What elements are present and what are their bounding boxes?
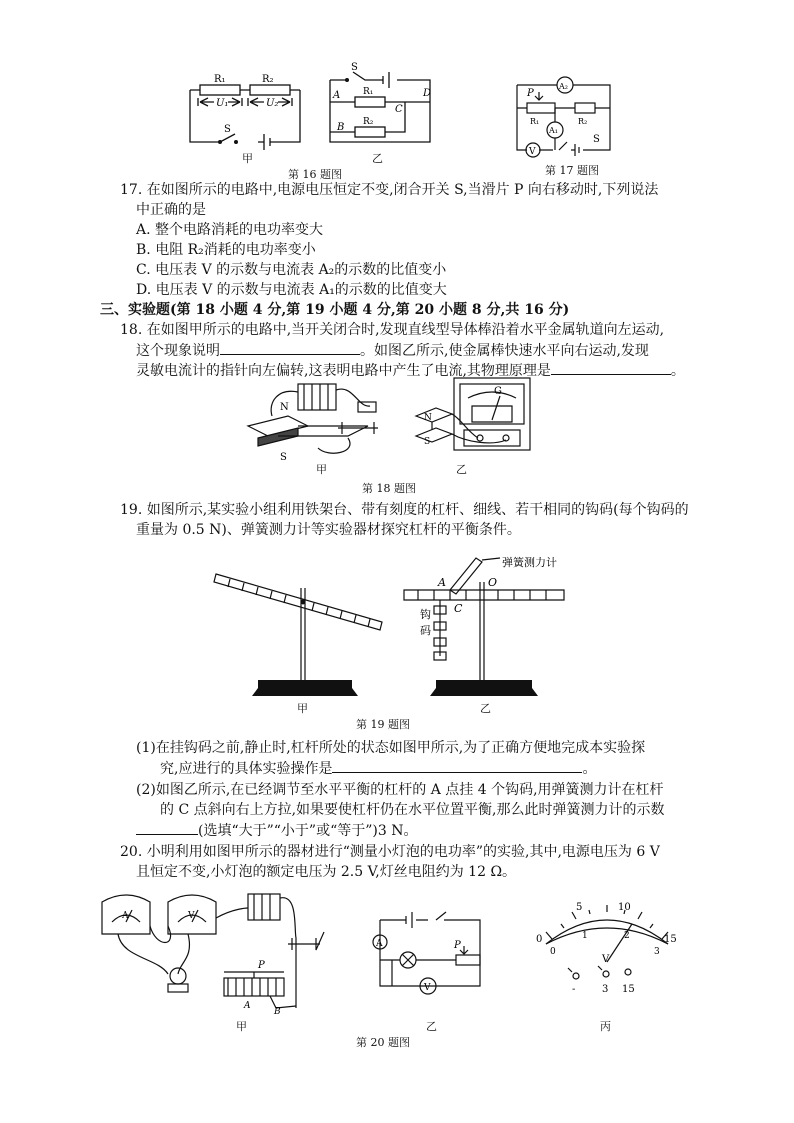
fig20-c-label-top-10: 10 — [618, 902, 631, 913]
q17-option-c: C. 电压表 V 的示数与电流表 A₂的示数的比值变小 — [136, 262, 447, 278]
fig19-b-label-weight-2: 码 — [420, 624, 431, 637]
fig20-a-label-p: P — [258, 960, 265, 971]
fig20-b-label-v: V — [424, 983, 431, 993]
fig20-sub-c: 丙 — [600, 1020, 611, 1033]
q18-line2-end: 。如图乙所示,使金属棒快速水平向右运动,发现 — [360, 343, 649, 359]
q19-p1-line2-start: 究,应进行的具体实验操作是 — [160, 761, 333, 777]
q18-answer-blank-1[interactable] — [220, 340, 360, 355]
fig18-caption: 第 18 题图 — [362, 482, 416, 495]
fig16-b-label-b: B — [337, 122, 345, 133]
q18-answer-blank-2[interactable] — [551, 360, 671, 375]
fig16-b-label-r2: R₂ — [363, 117, 374, 127]
q19-p2-line3-text: (选填“大于”“小于”或“等于”)3 N。 — [198, 823, 418, 839]
q17-stem-line1: 17. 在如图所示的电路中,电源电压恒定不变,闭合开关 S,当滑片 P 向右移动时,下列说法 — [120, 182, 659, 198]
q19-p1-line2-end: 。 — [582, 761, 597, 777]
fig20-b-label-p: P — [454, 940, 461, 951]
fig20-a-label-b: B — [274, 1007, 281, 1017]
fig18-b-label-n: N — [424, 413, 432, 423]
fig16-sub-a: 甲 — [242, 152, 253, 165]
fig17-label-p: P — [527, 88, 534, 99]
fig20-a-label-a: A — [244, 1001, 251, 1011]
fig20-c-label-top-5: 5 — [576, 902, 583, 913]
fig17-label-a1: A₁ — [549, 126, 558, 135]
fig19-lever-a — [210, 562, 390, 702]
section3-heading: 三、实验题(第 18 小题 4 分,第 19 小题 4 分,第 20 小题 8 分,共 16 分) — [100, 302, 570, 318]
fig16-b-label-d: D — [423, 88, 432, 99]
fig20-c-label-top-15: 15 — [664, 934, 677, 945]
fig17-label-r2: R₂ — [578, 117, 588, 126]
fig19-lever-b — [400, 552, 570, 702]
q17-option-d: D. 电压表 V 的示数与电流表 A₁的示数的比值变大 — [136, 282, 447, 298]
fig16-a-label-r1: R₁ — [214, 74, 226, 85]
fig19-sub-a: 甲 — [297, 702, 308, 715]
q20-line1: 20. 小明利用如图甲所示的器材进行“测量小灯泡的电功率”的实验,其中,电源电压为 6 V — [120, 844, 660, 860]
fig19-caption: 第 19 题图 — [356, 718, 410, 731]
q19-answer-blank-2[interactable] — [136, 820, 198, 835]
fig16-a-label-u2: U₂ — [266, 98, 279, 109]
fig20-c-label-bottom-2: 2 — [624, 931, 630, 941]
fig19-sub-b: 乙 — [480, 702, 491, 715]
q19-p1-line1: (1)在挂钩码之前,静止时,杠杆所处的状态如图甲所示,为了正确方便地完成本实验探 — [136, 740, 646, 756]
q18-line1: 18. 在如图甲所示的电路中,当开关闭合时,发现直线型导体棒沿着水平金属轨道向左运动, — [120, 322, 665, 338]
fig18-apparatus-a — [238, 378, 398, 463]
fig17-circuit — [505, 70, 620, 160]
fig20-circuit-b — [372, 902, 492, 998]
fig17-label-s: S — [593, 134, 600, 145]
q19-answer-blank-1[interactable] — [332, 758, 582, 773]
q19-line1: 19. 如图所示,某实验小组利用铁架台、带有刻度的杠杆、细线、若干相同的钩码(每个钩码的 — [120, 502, 689, 518]
fig20-sub-a: 甲 — [236, 1020, 247, 1033]
fig16-b-label-c: C — [395, 104, 403, 115]
fig20-voltmeter-dial — [532, 902, 682, 998]
q19-line2: 重量为 0.5 N)、弹簧测力计等实验器材探究杠杆的平衡条件。 — [136, 522, 521, 538]
fig16-circuit-b — [325, 62, 435, 157]
fig18-a-label-n: N — [280, 402, 289, 413]
q17-option-b: B. 电阻 R₂消耗的电功率变小 — [136, 242, 316, 258]
fig19-b-label-weight-1: 钩 — [420, 608, 431, 621]
fig20-caption: 第 20 题图 — [356, 1036, 410, 1049]
fig16-circuit-a — [180, 70, 310, 160]
fig20-c-label-top-0: 0 — [536, 934, 543, 945]
fig20-a-label-voltmeter: V — [188, 911, 195, 921]
fig17-label-a2: A₂ — [559, 82, 568, 91]
fig17-label-v: V — [529, 147, 536, 157]
fig20-a-label-ammeter: A — [122, 911, 129, 921]
fig19-b-label-c: C — [454, 602, 463, 615]
q19-p2-line3 — [136, 820, 417, 841]
q20-line2: 且恒定不变,小灯泡的额定电压为 2.5 V,灯丝电阻约为 12 Ω。 — [136, 864, 517, 880]
fig19-b-label-spring-scale: 弹簧测力计 — [502, 556, 557, 569]
q17-option-a: A. 整个电路消耗的电功率变大 — [136, 222, 324, 238]
fig18-apparatus-b — [412, 376, 542, 466]
q17-stem-line2: 中正确的是 — [136, 202, 206, 218]
fig20-sub-b: 乙 — [426, 1020, 437, 1033]
fig20-c-label-bottom-0: 0 — [550, 947, 556, 957]
q18-line2 — [136, 340, 649, 361]
fig16-b-label-r1: R₁ — [363, 87, 374, 97]
fig20-apparatus-a — [98, 888, 338, 1016]
q18-line3-end: 。 — [670, 363, 685, 379]
fig20-c-label-minus: - — [572, 984, 576, 995]
fig19-b-label-o: O — [488, 576, 498, 589]
fig20-c-label-terminal-3: 3 — [602, 984, 609, 995]
fig20-c-label-bottom-3: 3 — [654, 947, 660, 957]
fig17-label-r1: R₁ — [530, 117, 540, 126]
fig18-a-label-s: S — [280, 452, 287, 463]
fig18-b-label-s: S — [424, 437, 431, 447]
fig16-a-label-u1: U₁ — [216, 98, 229, 109]
fig20-c-label-unit-v: V — [602, 954, 610, 965]
fig16-caption: 第 16 题图 — [288, 168, 342, 181]
fig16-b-label-a: A — [333, 90, 341, 101]
fig20-c-label-terminal-15: 15 — [622, 984, 635, 995]
fig20-c-label-bottom-1: 1 — [582, 931, 588, 941]
fig16-sub-b: 乙 — [372, 152, 383, 165]
fig18-sub-a: 甲 — [316, 463, 327, 476]
fig16-a-label-s: S — [224, 124, 231, 135]
fig19-b-label-a: A — [438, 576, 446, 589]
fig16-b-label-s: S — [351, 62, 358, 73]
fig17-caption: 第 17 题图 — [545, 164, 599, 177]
q18-line3 — [136, 360, 685, 381]
q19-p2-line2: 的 C 点斜向右上方拉,如果要使杠杆仍在水平位置平衡,那么此时弹簧测力计的示数 — [160, 802, 665, 818]
fig18-sub-b: 乙 — [456, 463, 467, 476]
fig16-a-label-r2: R₂ — [262, 74, 274, 85]
q18-line2-start: 这个现象说明 — [136, 343, 220, 359]
fig20-b-label-a: A — [376, 939, 383, 949]
fig18-b-label-g: G — [494, 386, 502, 397]
q19-p2-line1: (2)如图乙所示,在已经调节至水平平衡的杠杆的 A 点挂 4 个钩码,用弹簧测力计在杠杆 — [136, 782, 664, 798]
q18-line3-start: 灵敏电流计的指针向左偏转,这表明电路中产生了电流,其物理原理是 — [136, 363, 551, 379]
q19-p1-line2 — [160, 758, 596, 779]
